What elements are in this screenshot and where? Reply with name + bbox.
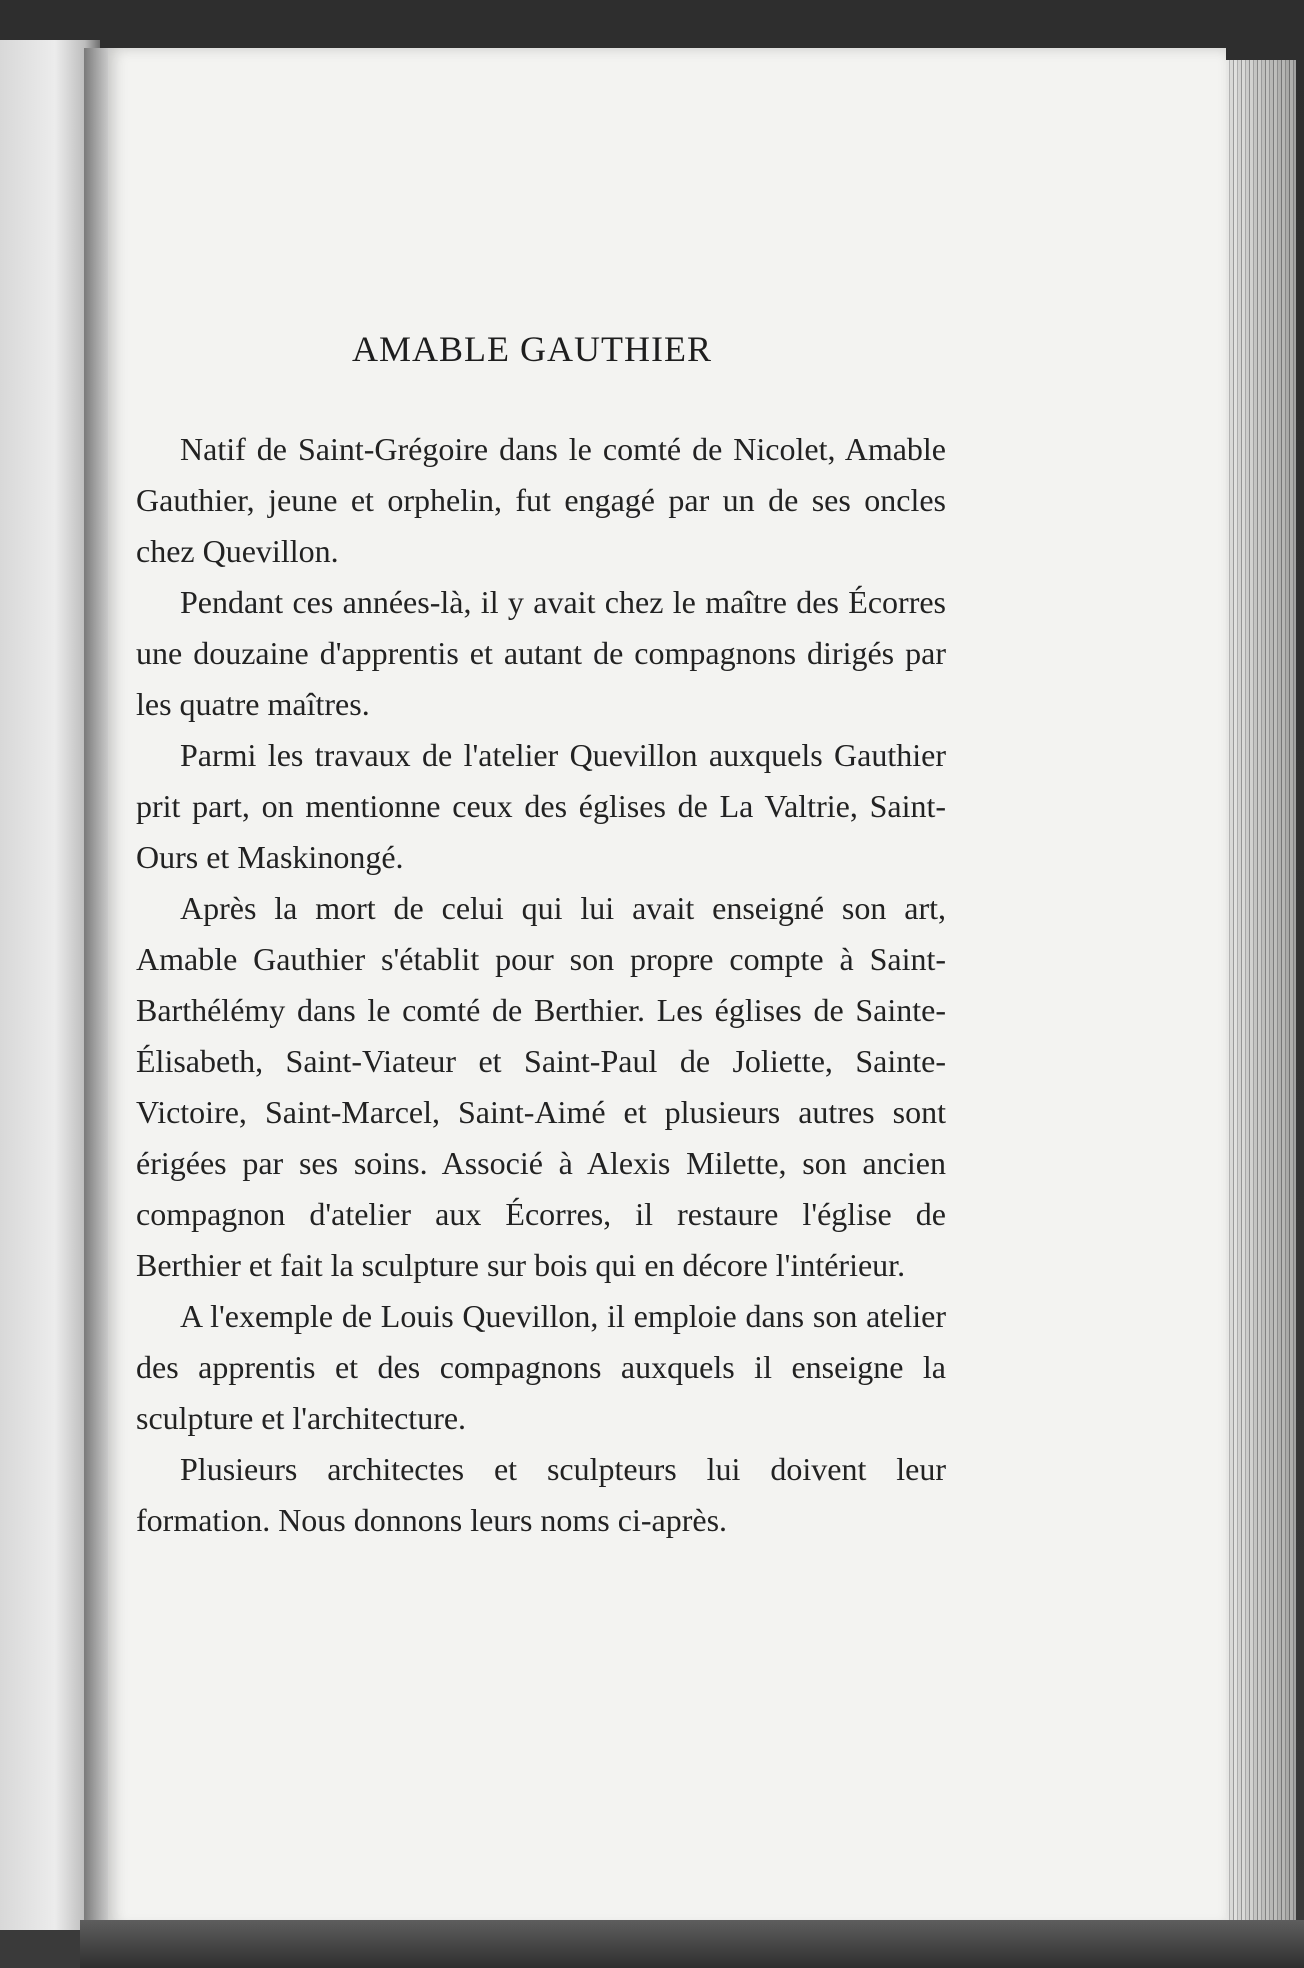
body-text: [136, 424, 946, 1546]
bottom-shadow: [80, 1920, 1304, 1968]
paragraph-1: Natif de Saint-Grégoire dans le comté de Nicolet, Amable Gauthier, jeune et orphelin, fut engagé par un de ses oncles chez Quevillon.: [136, 431, 946, 569]
book-gutter: [84, 48, 110, 1928]
paragraph-3: Parmi les travaux de l'atelier Quevillon auxquels Gauthier prit part, on mentionne ceux des églises de La Valtrie, Saint-Ours et Maskinongé.: [136, 737, 946, 875]
paragraph-6: Plusieurs architectes et sculpteurs lui doivent leur formation. Nous donnons leurs noms ci-après.: [136, 1451, 946, 1538]
paragraph-5: A l'exemple de Louis Quevillon, il emploie dans son atelier des apprentis et des compagnons auxquels il enseigne la sculpture et l'architecture.: [136, 1298, 946, 1436]
paragraph-4: Après la mort de celui qui lui avait enseigné son art, Amable Gauthier s'établit pour son propre compte à Saint-Barthélémy dans le comté de Berthier. Les églises de Sainte-Élisabeth, Saint-Viateur et Saint-Paul de Joliette, Sainte-Victoire, Saint-Marcel, Saint-Aimé et plusieurs autres sont érigées par ses soins. Associé à Alexis Milette, son ancien compagnon d'atelier aux Écorres, il restaure l'église de Berthier et fait la sculpture sur bois qui en décore l'intérieur.: [136, 890, 946, 1283]
chapter-title: AMABLE GAUTHIER: [352, 329, 712, 369]
paragraph-2: Pendant ces années-là, il y avait chez le maître des Écorres une douzaine d'apprentis et autant de compagnons dirigés par les quatre maîtres.: [136, 584, 946, 722]
page-stack-shade: [1226, 60, 1296, 1928]
